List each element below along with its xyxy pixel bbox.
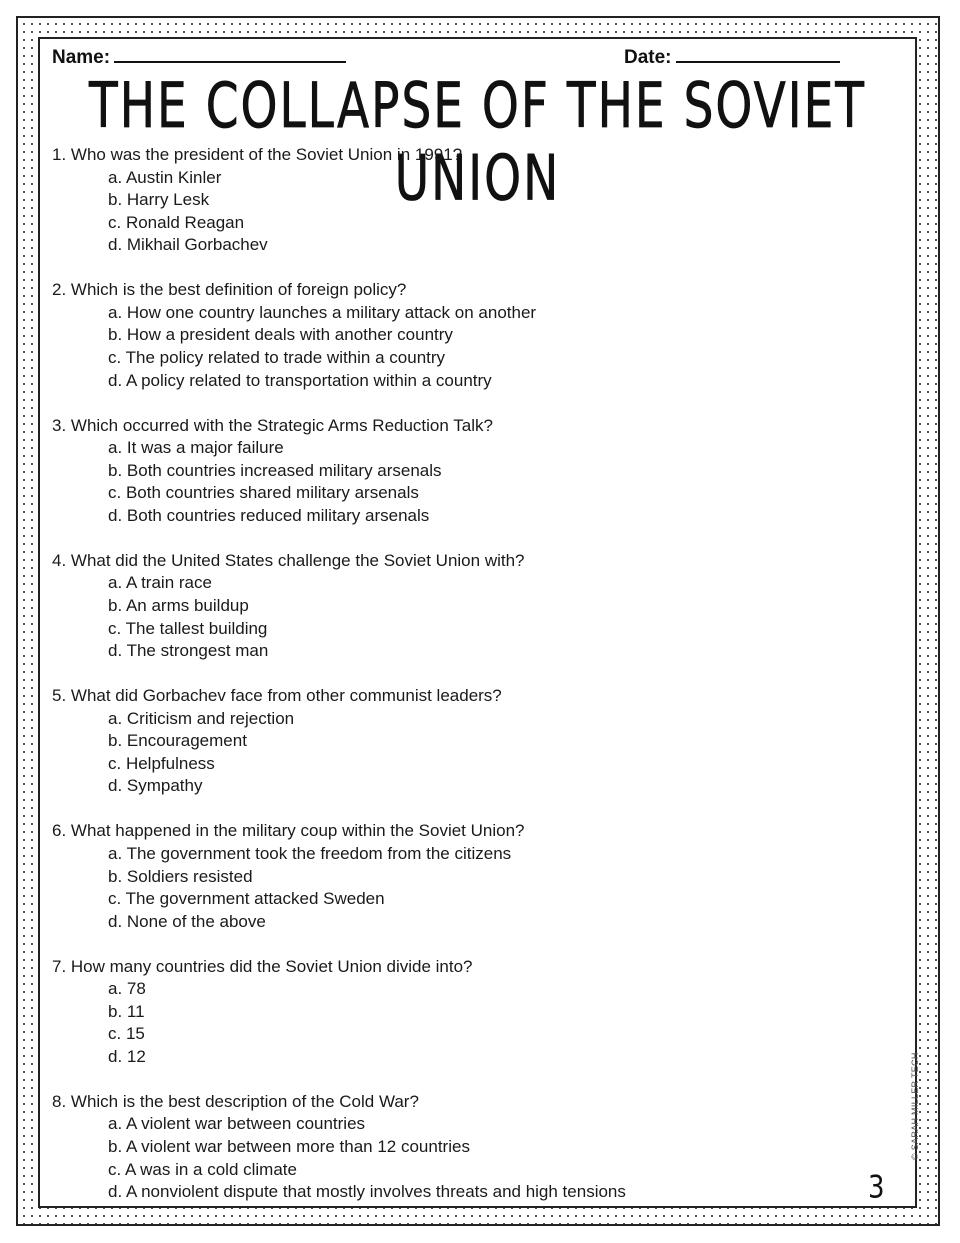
- question-7: [52, 956, 872, 1069]
- answer-option[interactable]: d. 12: [108, 1046, 146, 1066]
- answer-option[interactable]: b. Encouragement: [108, 731, 247, 751]
- date-blank-line[interactable]: [676, 44, 840, 63]
- answer-option[interactable]: c. Both countries shared military arsenals: [108, 483, 419, 503]
- answer-option[interactable]: b. A violent war between more than 12 countries: [108, 1137, 470, 1157]
- question-8: [52, 1091, 872, 1204]
- answer-option[interactable]: a. Austin Kinler: [108, 167, 222, 187]
- answer-option[interactable]: d. Both countries reduced military arsenals: [108, 505, 430, 525]
- question-2: [52, 279, 872, 392]
- answer-option[interactable]: c. Helpfulness: [108, 753, 215, 773]
- answer-option[interactable]: a. A train race: [108, 573, 212, 593]
- answer-option[interactable]: b. Soldiers resisted: [108, 866, 253, 886]
- answer-option[interactable]: a. It was a major failure: [108, 438, 284, 458]
- question-5: [52, 685, 872, 798]
- copyright-watermark: © SARAH MILLER TECH: [910, 1052, 920, 1160]
- question-stem: 6. What happened in the military coup within the Soviet Union?: [52, 821, 525, 841]
- answer-option[interactable]: c. A was in a cold climate: [108, 1159, 297, 1179]
- question-6: [52, 820, 872, 933]
- answer-option[interactable]: d. None of the above: [108, 911, 266, 931]
- answer-option[interactable]: a. How one country launches a military attack on another: [108, 302, 537, 322]
- answer-option[interactable]: b. How a president deals with another country: [108, 325, 453, 345]
- answer-option[interactable]: c. The tallest building: [108, 618, 268, 638]
- date-label: Date:: [624, 47, 672, 68]
- name-blank-line[interactable]: [114, 44, 346, 63]
- name-label: Name:: [52, 47, 111, 68]
- answer-option[interactable]: d. Sympathy: [108, 776, 203, 796]
- answer-option[interactable]: a. A violent war between countries: [108, 1114, 366, 1134]
- answer-option[interactable]: a. 78: [108, 979, 146, 999]
- question-stem: 3. Which occurred with the Strategic Arms Reduction Talk?: [52, 415, 493, 435]
- question-list: [52, 144, 872, 1226]
- page-number: 3: [868, 1170, 885, 1206]
- worksheet-title: THE COLLAPSE OF THE SOVIET UNION: [89, 70, 866, 216]
- question-stem: 4. What did the United States challenge the Soviet Union with?: [52, 550, 525, 570]
- answer-option[interactable]: b. An arms buildup: [108, 595, 249, 615]
- question-stem: 5. What did Gorbachev face from other communist leaders?: [52, 686, 502, 706]
- answer-option[interactable]: b. 11: [108, 1001, 145, 1021]
- answer-option[interactable]: d. A policy related to transportation within a country: [108, 370, 492, 390]
- answer-option[interactable]: d. Mikhail Gorbachev: [108, 235, 268, 255]
- answer-option[interactable]: d. The strongest man: [108, 641, 269, 661]
- answer-option[interactable]: a. The government took the freedom from the citizens: [108, 843, 512, 863]
- question-3: [52, 415, 872, 528]
- answer-option[interactable]: c. The government attacked Sweden: [108, 889, 385, 909]
- answer-option[interactable]: b. Harry Lesk: [108, 190, 210, 210]
- question-stem: 8. Which is the best description of the Cold War?: [52, 1091, 419, 1111]
- question-stem: 7. How many countries did the Soviet Union divide into?: [52, 956, 473, 976]
- question-stem: 2. Which is the best definition of foreign policy?: [52, 280, 407, 300]
- question-4: [52, 550, 872, 663]
- answer-option[interactable]: c. The policy related to trade within a country: [108, 348, 446, 368]
- answer-option[interactable]: b. Both countries increased military arsenals: [108, 460, 442, 480]
- date-field: [624, 44, 840, 69]
- question-stem: 1. Who was the president of the Soviet Union in 1991?: [52, 145, 463, 164]
- question-1: [52, 144, 872, 257]
- answer-option[interactable]: d. A nonviolent dispute that mostly involves threats and high tensions: [108, 1182, 626, 1202]
- answer-option[interactable]: c. 15: [108, 1024, 145, 1044]
- name-field: [52, 44, 346, 69]
- answer-option[interactable]: a. Criticism and rejection: [108, 708, 295, 728]
- answer-option[interactable]: c. Ronald Reagan: [108, 212, 245, 232]
